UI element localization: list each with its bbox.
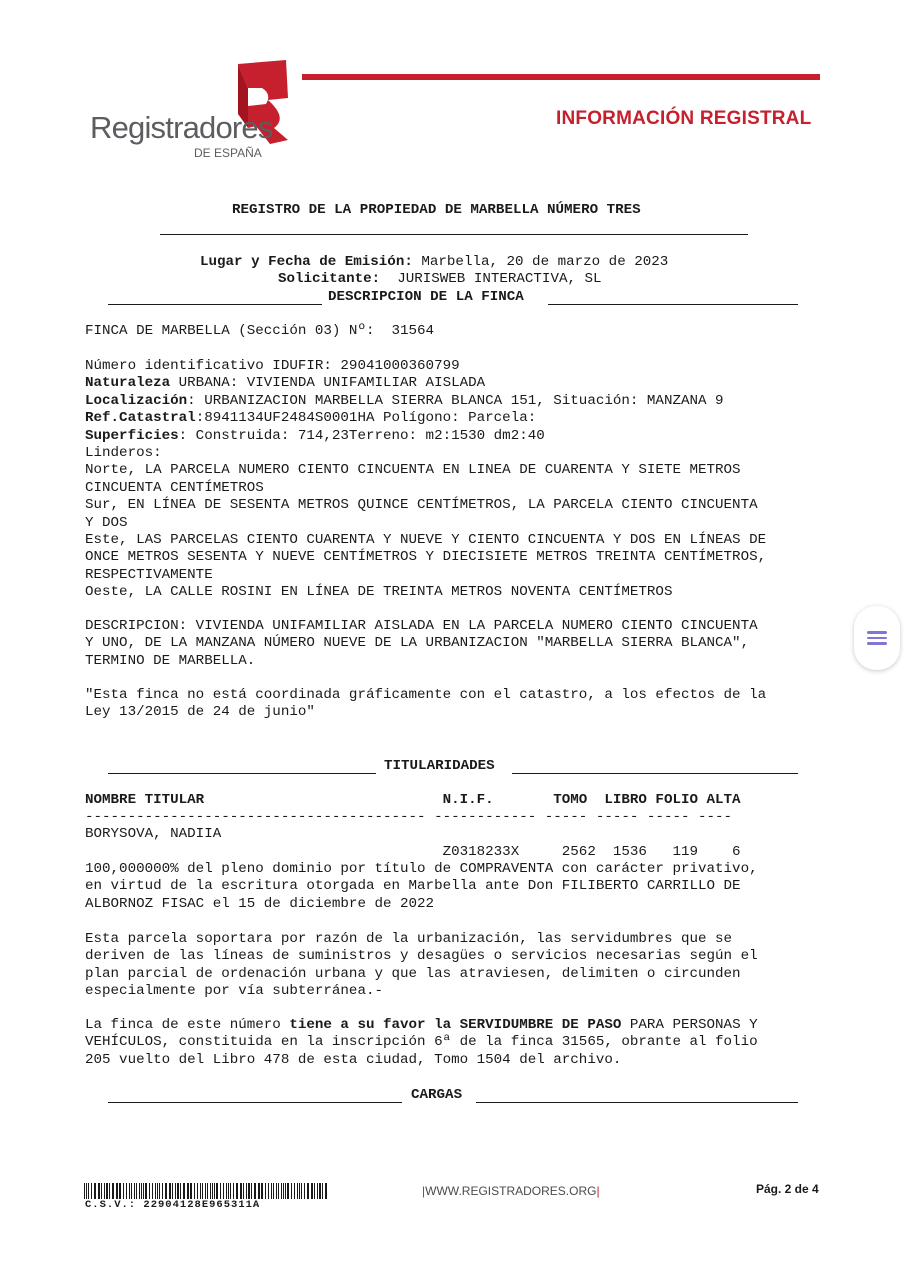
divider xyxy=(108,773,376,774)
lindero-line: Y DOS xyxy=(85,514,128,531)
lindero-line: Este, LAS PARCELAS CIENTO CUARENTA Y NUEVE Y CIENTO CINCUENTA Y DOS EN LÍNEAS DE xyxy=(85,532,767,549)
text-line: TERMINO DE MARBELLA. xyxy=(85,652,256,669)
text-line xyxy=(85,1017,758,1034)
idufir: Número identificativo IDUFIR: 29041000360799 xyxy=(85,358,460,374)
table-header-underline: ---------------------------------------- ------------ ----- ----- ----- ---- xyxy=(85,809,733,825)
divider xyxy=(476,1102,798,1103)
text-line: 100,000000% del pleno dominio por título de COMPRAVENTA con carácter privativo, xyxy=(85,861,758,877)
titular-detail xyxy=(85,861,758,913)
lindero-line: Sur, EN LÍNEA DE SESENTA METROS QUINCE CENTÍMETROS, LA PARCELA CIENTO CINCUENTA xyxy=(85,497,758,514)
barcode xyxy=(84,1183,328,1199)
text-line: "Esta finca no está coordinada gráficamente con el catastro, a los efectos de la xyxy=(85,687,767,703)
csv-code: C.S.V.: 22904128E965311A xyxy=(85,1199,261,1211)
text-line: ALBORNOZ FISAC el 15 de diciembre de 2022 xyxy=(85,895,435,912)
issue-line: Lugar y Fecha de Emisión: Marbella, 20 de marzo de 2023 xyxy=(200,254,669,270)
text-span: La finca de este número xyxy=(85,1017,290,1033)
titular-name: BORYSOVA, NADIIA xyxy=(85,826,222,842)
applicant-line: Solicitante: JURISWEB INTERACTIVA, SL xyxy=(278,271,602,287)
registradores-logo xyxy=(88,58,298,168)
text-emphasis: tiene a su favor la SERVIDUMBRE DE PASO xyxy=(289,1017,622,1033)
applicant-label: Solicitante xyxy=(278,271,372,287)
superficies-line xyxy=(85,428,766,445)
text-line: Y UNO, DE LA MANZANA NÚMERO NUEVE DE LA URBANIZACION "MARBELLA SIERRA BLANCA", xyxy=(85,635,750,652)
text-line: Ley 13/2015 de 24 de junio" xyxy=(85,704,315,721)
side-menu-button[interactable] xyxy=(854,606,900,670)
superficies-value: : Construida: 714,23Terreno: m2:1530 dm2:40 xyxy=(178,427,545,444)
lindero-line: ONCE METROS SESENTA Y NUEVE CENTÍMETROS Y DIECISIETE METROS TREINTA CENTÍMETROS, xyxy=(85,549,767,566)
applicant-value: JURISWEB INTERACTIVA, SL xyxy=(380,271,602,287)
servidumbre-paragraph xyxy=(85,931,758,1001)
footer-url[interactable]: |WWW.REGISTRADORES.ORG| xyxy=(422,1184,600,1198)
servidumbre-paso-paragraph xyxy=(85,1017,758,1069)
text-line: Esta parcela soportara por razón de la urbanización, las servidumbres que se xyxy=(85,931,733,947)
catastral-label: Ref.Catastral xyxy=(85,410,196,427)
registry-title: REGISTRO DE LA PROPIEDAD DE MARBELLA NÚMERO TRES xyxy=(232,202,641,218)
header-title: INFORMACIÓN REGISTRAL xyxy=(556,108,812,129)
text-line: VEHÍCULOS, constituida en la inscripción 6ª de la finca 31565, obrante al folio xyxy=(85,1034,758,1051)
lindero-line: Oeste, LA CALLE ROSINI EN LÍNEA DE TREINTA METROS NOVENTA CENTÍMETROS xyxy=(85,584,673,601)
text-line: especialmente por vía subterránea.- xyxy=(85,983,383,1000)
table-header: NOMBRE TITULAR N.I.F. TOMO LIBRO FOLIO ALTA xyxy=(85,792,741,808)
issue-value: Marbella, 20 de marzo de 2023 xyxy=(412,254,669,270)
page-number: Pág. 2 de 4 xyxy=(756,1182,819,1196)
text-span: PARA PERSONAS Y xyxy=(621,1017,758,1033)
descripcion-paragraph xyxy=(85,618,758,670)
localizacion-label: Localización xyxy=(85,392,188,409)
header-accent-line xyxy=(302,74,820,80)
section-heading-cargas: CARGAS xyxy=(411,1087,463,1103)
naturaleza-line xyxy=(85,375,766,392)
section-heading-descripcion: DESCRIPCION DE LA FINCA xyxy=(328,289,524,305)
text-line: 205 vuelto del Libro 478 de esta ciudad, Tomo 1504 del archivo. xyxy=(85,1051,622,1068)
divider xyxy=(160,234,748,235)
divider xyxy=(108,1102,402,1103)
catastro-note xyxy=(85,687,766,722)
text-line: deriven de las líneas de suministros y desagües o servicios necesarias según el xyxy=(85,948,758,965)
lindero-line: CINCUENTA CENTÍMETROS xyxy=(85,479,264,496)
footer-url-text: WWW.REGISTRADORES.ORG xyxy=(425,1184,597,1198)
lindero-line: Norte, LA PARCELA NUMERO CIENTO CINCUENTA EN LINEA DE CUARENTA Y SIETE METROS xyxy=(85,462,741,479)
text-line: en virtud de la escritura otorgada en Marbella ante Don FILIBERTO CARRILLO DE xyxy=(85,878,741,895)
localizacion-value: : URBANIZACION MARBELLA SIERRA BLANCA 151, Situación: MANZANA 9 xyxy=(187,392,724,409)
finca-number: FINCA DE MARBELLA (Sección 03) Nº: 31564 xyxy=(85,323,435,339)
section-heading-titularidades: TITULARIDADES xyxy=(384,758,495,774)
issue-label: Lugar y Fecha de Emisión xyxy=(200,254,405,270)
divider xyxy=(548,304,798,305)
catastral-value: :8941134UF2484S0001HA Polígono: Parcela: xyxy=(195,410,537,427)
logo-subtext: DE ESPAÑA xyxy=(194,146,262,160)
divider xyxy=(512,773,798,774)
logo-text: Registradores xyxy=(90,110,273,145)
property-details xyxy=(85,358,766,602)
localizacion-line xyxy=(85,393,766,410)
text-line: plan parcial de ordenación urbana y que las atraviesen, delimiten o circunden xyxy=(85,965,741,982)
lindero-line: RESPECTIVAMENTE xyxy=(85,566,213,583)
table-row: Z0318233X 2562 1536 119 6 xyxy=(85,844,741,860)
menu-icon xyxy=(867,628,887,648)
naturaleza-value: URBANA: VIVIENDA UNIFAMILIAR AISLADA xyxy=(170,375,486,392)
superficies-label: Superficies xyxy=(85,427,179,444)
naturaleza-label: Naturaleza xyxy=(85,375,171,392)
text-line: DESCRIPCION: VIVIENDA UNIFAMILIAR AISLADA EN LA PARCELA NUMERO CIENTO CINCUENTA xyxy=(85,618,758,634)
divider xyxy=(108,304,322,305)
linderos-label: Linderos: xyxy=(85,445,162,462)
catastral-line xyxy=(85,410,766,427)
